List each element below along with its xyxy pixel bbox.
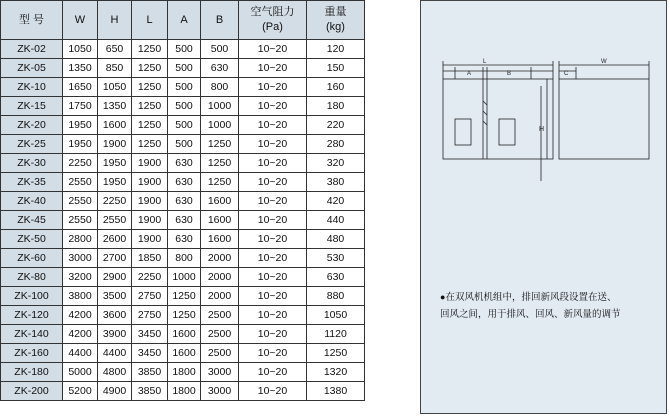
- table-row: [1, 249, 365, 268]
- table-row: [1, 382, 365, 401]
- header-w: W: [63, 1, 98, 40]
- cell-model: ZK-25: [1, 135, 63, 154]
- table-cell: 2000: [201, 249, 239, 268]
- cell-model: ZK-45: [1, 211, 63, 230]
- table-cell: 500: [168, 78, 201, 97]
- table-row: [1, 344, 365, 363]
- table-cell: 1050: [63, 40, 98, 59]
- table-cell: 4400: [63, 344, 98, 363]
- table-cell: 2250: [63, 154, 98, 173]
- table-cell: 120: [307, 40, 365, 59]
- table-cell: 10~20: [239, 97, 307, 116]
- table-cell: 160: [307, 78, 365, 97]
- table-row: [1, 230, 365, 249]
- table-cell: 1120: [307, 325, 365, 344]
- label-b: B: [507, 71, 512, 77]
- header-h: H: [98, 1, 132, 40]
- table-cell: 530: [307, 249, 365, 268]
- header-weight-line1: 重量: [324, 6, 347, 18]
- cell-model: ZK-120: [1, 306, 63, 325]
- table-cell: 1950: [63, 116, 98, 135]
- table-row: [1, 306, 365, 325]
- table-cell: 440: [307, 211, 365, 230]
- cell-model: ZK-35: [1, 173, 63, 192]
- table-row: [1, 268, 365, 287]
- table-cell: 1250: [201, 135, 239, 154]
- table-cell: 1350: [98, 97, 132, 116]
- table-cell: 800: [201, 78, 239, 97]
- access-door-right: [499, 119, 515, 145]
- table-cell: 420: [307, 192, 365, 211]
- table-cell: 10~20: [239, 268, 307, 287]
- table-cell: 320: [307, 154, 365, 173]
- access-door-left: [455, 119, 471, 145]
- cell-model: ZK-60: [1, 249, 63, 268]
- table-cell: 1600: [168, 344, 201, 363]
- table-cell: 2500: [201, 344, 239, 363]
- table-cell: 1800: [168, 363, 201, 382]
- header-weight-line2: (kg): [326, 21, 345, 33]
- table-cell: 1000: [201, 97, 239, 116]
- table-cell: 1000: [168, 268, 201, 287]
- table-cell: 1250: [307, 344, 365, 363]
- diagram-panel: [420, 0, 667, 414]
- side-view: [541, 61, 649, 181]
- table-cell: 3850: [132, 382, 168, 401]
- table-cell: 2800: [63, 230, 98, 249]
- header-a: A: [168, 1, 201, 40]
- table-row: [1, 363, 365, 382]
- table-cell: 1950: [98, 154, 132, 173]
- table-cell: 630: [201, 59, 239, 78]
- table-cell: 630: [168, 173, 201, 192]
- header-model: 型 号: [1, 1, 63, 40]
- table-cell: 1250: [201, 154, 239, 173]
- table-cell: 1900: [132, 211, 168, 230]
- table-cell: 2000: [201, 287, 239, 306]
- label-w: W: [601, 59, 607, 65]
- table-cell: 1250: [168, 287, 201, 306]
- side-view-body: [559, 79, 649, 159]
- header-resistance-line2: (Pa): [262, 21, 283, 33]
- table-cell: 5200: [63, 382, 98, 401]
- table-cell: 4900: [98, 382, 132, 401]
- table-cell: 1050: [307, 306, 365, 325]
- table-cell: 630: [307, 268, 365, 287]
- table-cell: 1600: [201, 192, 239, 211]
- table-cell: 1900: [132, 173, 168, 192]
- table-cell: 4200: [63, 325, 98, 344]
- cell-model: ZK-15: [1, 97, 63, 116]
- table-cell: 630: [168, 211, 201, 230]
- table-cell: 3000: [201, 363, 239, 382]
- header-resistance: [239, 1, 307, 40]
- table-cell: 10~20: [239, 116, 307, 135]
- table-cell: 2000: [201, 268, 239, 287]
- table-cell: 10~20: [239, 363, 307, 382]
- table-cell: 1600: [201, 211, 239, 230]
- table-cell: 630: [168, 154, 201, 173]
- note-line-1: [440, 289, 662, 306]
- table-cell: 500: [168, 59, 201, 78]
- table-cell: 380: [307, 173, 365, 192]
- table-row: [1, 211, 365, 230]
- cell-model: ZK-10: [1, 78, 63, 97]
- table-cell: 2550: [63, 192, 98, 211]
- table-row: [1, 40, 365, 59]
- header-resistance-line1: 空气阻力: [250, 6, 295, 18]
- table-cell: 2550: [63, 173, 98, 192]
- table-cell: 500: [168, 97, 201, 116]
- table-cell: 1250: [168, 306, 201, 325]
- cell-model: ZK-80: [1, 268, 63, 287]
- table-cell: 2550: [98, 211, 132, 230]
- table-cell: 1250: [132, 40, 168, 59]
- table-cell: 10~20: [239, 154, 307, 173]
- table-cell: 10~20: [239, 325, 307, 344]
- table-row: [1, 135, 365, 154]
- cell-model: ZK-05: [1, 59, 63, 78]
- cell-model: ZK-100: [1, 287, 63, 306]
- table-cell: 1600: [168, 325, 201, 344]
- cell-model: ZK-20: [1, 116, 63, 135]
- table-cell: 2750: [132, 306, 168, 325]
- bullet-icon: ●: [440, 292, 446, 302]
- table-cell: 1350: [63, 59, 98, 78]
- table-cell: 1900: [98, 135, 132, 154]
- description-note: [440, 289, 662, 323]
- header-l: L: [132, 1, 168, 40]
- table-cell: 10~20: [239, 78, 307, 97]
- cell-model: ZK-140: [1, 325, 63, 344]
- table-cell: 500: [168, 116, 201, 135]
- table-cell: 10~20: [239, 287, 307, 306]
- table-cell: 1900: [132, 192, 168, 211]
- table-row: [1, 97, 365, 116]
- table-cell: 10~20: [239, 192, 307, 211]
- table-cell: 630: [168, 230, 201, 249]
- table-row: [1, 78, 365, 97]
- label-c: C: [564, 71, 569, 77]
- table-cell: 1380: [307, 382, 365, 401]
- cell-model: ZK-180: [1, 363, 63, 382]
- table-cell: 1850: [132, 249, 168, 268]
- damper-mark-1: [483, 101, 487, 105]
- table-cell: 3900: [98, 325, 132, 344]
- label-a: A: [467, 71, 472, 77]
- table-cell: 2600: [98, 230, 132, 249]
- table-cell: 2250: [132, 268, 168, 287]
- table-cell: 850: [98, 59, 132, 78]
- table-cell: 2500: [201, 325, 239, 344]
- table-cell: 1250: [132, 116, 168, 135]
- label-h: H: [539, 126, 545, 133]
- header-weight: [307, 1, 365, 40]
- table-cell: 1650: [63, 78, 98, 97]
- table-cell: 10~20: [239, 173, 307, 192]
- table-cell: 10~20: [239, 344, 307, 363]
- damper-mark-2: [483, 111, 487, 115]
- table-cell: 3850: [132, 363, 168, 382]
- table-cell: 1900: [132, 154, 168, 173]
- table-cell: 1950: [98, 173, 132, 192]
- table-cell: 1900: [132, 230, 168, 249]
- table-cell: 4400: [98, 344, 132, 363]
- table-cell: 4800: [98, 363, 132, 382]
- cell-model: ZK-30: [1, 154, 63, 173]
- damper-mark-3: [483, 121, 487, 125]
- cell-model: ZK-200: [1, 382, 63, 401]
- table-cell: 10~20: [239, 230, 307, 249]
- table-cell: 1050: [98, 78, 132, 97]
- cell-model: ZK-50: [1, 230, 63, 249]
- table-cell: 1250: [132, 135, 168, 154]
- dimension-diagram: [421, 1, 668, 281]
- table-cell: 10~20: [239, 135, 307, 154]
- table-cell: 1800: [168, 382, 201, 401]
- table-cell: 500: [168, 40, 201, 59]
- table-cell: 150: [307, 59, 365, 78]
- table-cell: 10~20: [239, 249, 307, 268]
- table-row: [1, 192, 365, 211]
- table-cell: 650: [98, 40, 132, 59]
- table-cell: 1250: [132, 97, 168, 116]
- table-cell: 10~20: [239, 40, 307, 59]
- table-cell: 220: [307, 116, 365, 135]
- table-cell: 4200: [63, 306, 98, 325]
- table-cell: 2500: [201, 306, 239, 325]
- note-text-1: 在双风机机组中，排回新风段设置在送、: [445, 292, 617, 303]
- table-cell: 10~20: [239, 59, 307, 78]
- table-cell: 1250: [132, 78, 168, 97]
- table-cell: 3500: [98, 287, 132, 306]
- table-cell: 2550: [63, 211, 98, 230]
- table-cell: 2250: [98, 192, 132, 211]
- table-cell: 10~20: [239, 306, 307, 325]
- table-cell: 800: [168, 249, 201, 268]
- table-cell: 2750: [132, 287, 168, 306]
- table-cell: 1600: [201, 230, 239, 249]
- table-row: [1, 116, 365, 135]
- table-cell: 5000: [63, 363, 98, 382]
- table-cell: 1250: [132, 59, 168, 78]
- table-cell: 10~20: [239, 211, 307, 230]
- table-row: [1, 154, 365, 173]
- table-cell: 2900: [98, 268, 132, 287]
- table-row: [1, 173, 365, 192]
- table-cell: 1000: [201, 116, 239, 135]
- table-cell: 480: [307, 230, 365, 249]
- table-cell: 3450: [132, 344, 168, 363]
- table-cell: 1250: [201, 173, 239, 192]
- table-row: [1, 325, 365, 344]
- table-cell: 3200: [63, 268, 98, 287]
- note-text-2: 回风之间，用于排风、回风、新风量的调节: [440, 309, 621, 320]
- table-cell: 3000: [201, 382, 239, 401]
- table-cell: 180: [307, 97, 365, 116]
- table-cell: 2700: [98, 249, 132, 268]
- table-row: [1, 287, 365, 306]
- table-cell: 1750: [63, 97, 98, 116]
- table-header-row: [1, 1, 365, 40]
- table-cell: 3000: [63, 249, 98, 268]
- table-cell: 630: [168, 192, 201, 211]
- table-cell: 880: [307, 287, 365, 306]
- table-cell: 10~20: [239, 382, 307, 401]
- label-l: L: [483, 59, 487, 65]
- table-cell: 3600: [98, 306, 132, 325]
- header-b: B: [201, 1, 239, 40]
- table-cell: 1320: [307, 363, 365, 382]
- table-cell: 1600: [98, 116, 132, 135]
- table-row: [1, 59, 365, 78]
- cell-model: ZK-02: [1, 40, 63, 59]
- table-cell: 3800: [63, 287, 98, 306]
- table-cell: 3450: [132, 325, 168, 344]
- front-view: [443, 61, 553, 159]
- table-body: [1, 40, 365, 401]
- table-cell: 280: [307, 135, 365, 154]
- table-cell: 500: [201, 40, 239, 59]
- table-cell: 500: [168, 135, 201, 154]
- cell-model: ZK-160: [1, 344, 63, 363]
- table-cell: 1950: [63, 135, 98, 154]
- cell-model: ZK-40: [1, 192, 63, 211]
